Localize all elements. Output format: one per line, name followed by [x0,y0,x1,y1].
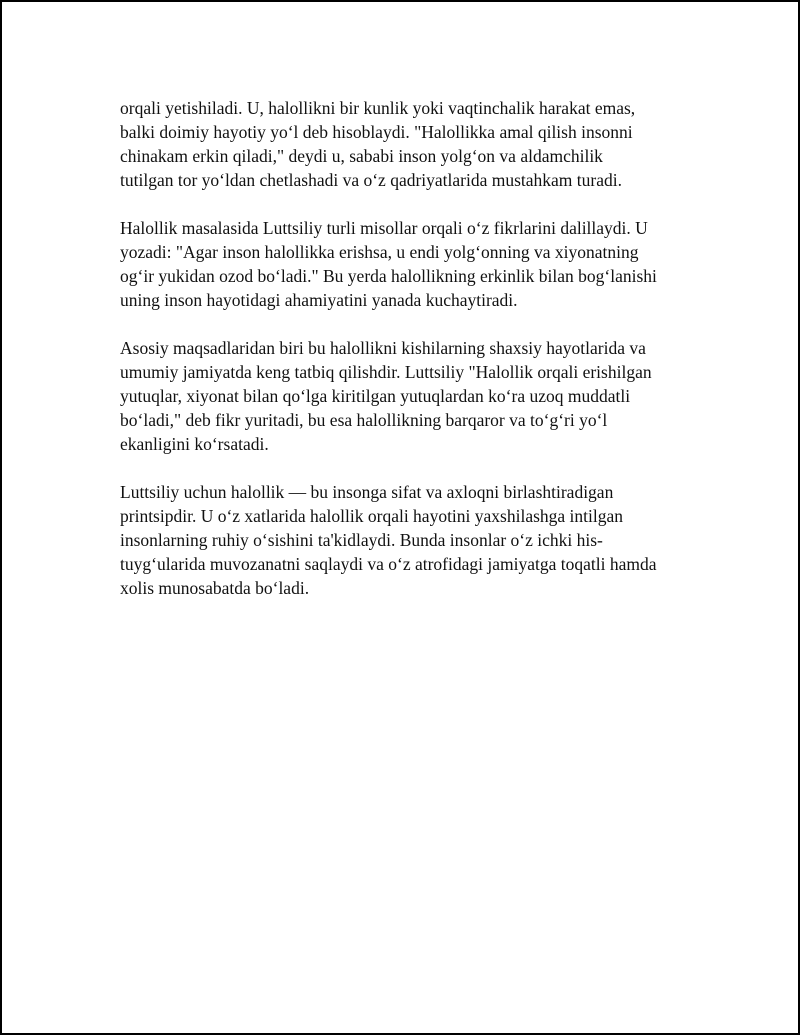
text-line: tutilgan tor yo‘ldan chetlashadi va o‘z qadriyatlarida mustahkam turadi. [120,170,622,190]
paragraph-4 [120,480,690,600]
document-body [120,96,690,624]
text-line: orqali yetishiladi. U, halollikni bir kunlik yoki vaqtinchalik harakat emas, [120,98,636,118]
text-line: yozadi: "Agar inson halollikka erishsa, u endi yolg‘onning va xiyonatning [120,242,639,262]
text-line: balki doimiy hayotiy yo‘l deb hisoblaydi. "Halollikka amal qilish insonni [120,122,633,142]
text-line: chinakam erkin qiladi," deydi u, sababi inson yolg‘on va aldamchilik [120,146,603,166]
text-line: og‘ir yukidan ozod bo‘ladi." Bu yerda halollikning erkinlik bilan bog‘lanishi [120,266,657,286]
text-line: printsipdir. U o‘z xatlarida halollik orqali hayotini yaxshilashga intilgan [120,506,624,526]
text-line: tuyg‘ularida muvozanatni saqlaydi va o‘z atrofidagi jamiyatga toqatli hamda [120,554,657,574]
text-line: yutuqlar, xiyonat bilan qo‘lga kiritilgan yutuqlardan ko‘ra uzoq muddatli [120,386,631,406]
text-line: umumiy jamiyatda keng tatbiq qilishdir. Luttsiliy "Halollik orqali erishilgan [120,362,652,382]
text-line: uning inson hayotidagi ahamiyatini yanada kuchaytiradi. [120,290,518,310]
text-line: bo‘ladi," deb fikr yuritadi, bu esa halollikning barqaror va to‘g‘ri yo‘l [120,410,608,430]
paragraph-1 [120,96,690,192]
text-line: ekanligini ko‘rsatadi. [120,434,269,454]
text-line: Luttsiliy uchun halollik — bu insonga sifat va axloqni birlashtiradigan [120,482,614,502]
text-line: Asosiy maqsadlaridan biri bu halollikni kishilarning shaxsiy hayotlarida va [120,338,646,358]
text-line: Halollik masalasida Luttsiliy turli misollar orqali o‘z fikrlarini dalillaydi. U [120,218,648,238]
paragraph-3 [120,336,690,456]
text-line: xolis munosabatda bo‘ladi. [120,578,310,598]
paragraph-2 [120,216,690,312]
text-line: insonlarning ruhiy o‘sishini ta'kidlaydi. Bunda insonlar o‘z ichki his- [120,530,603,550]
